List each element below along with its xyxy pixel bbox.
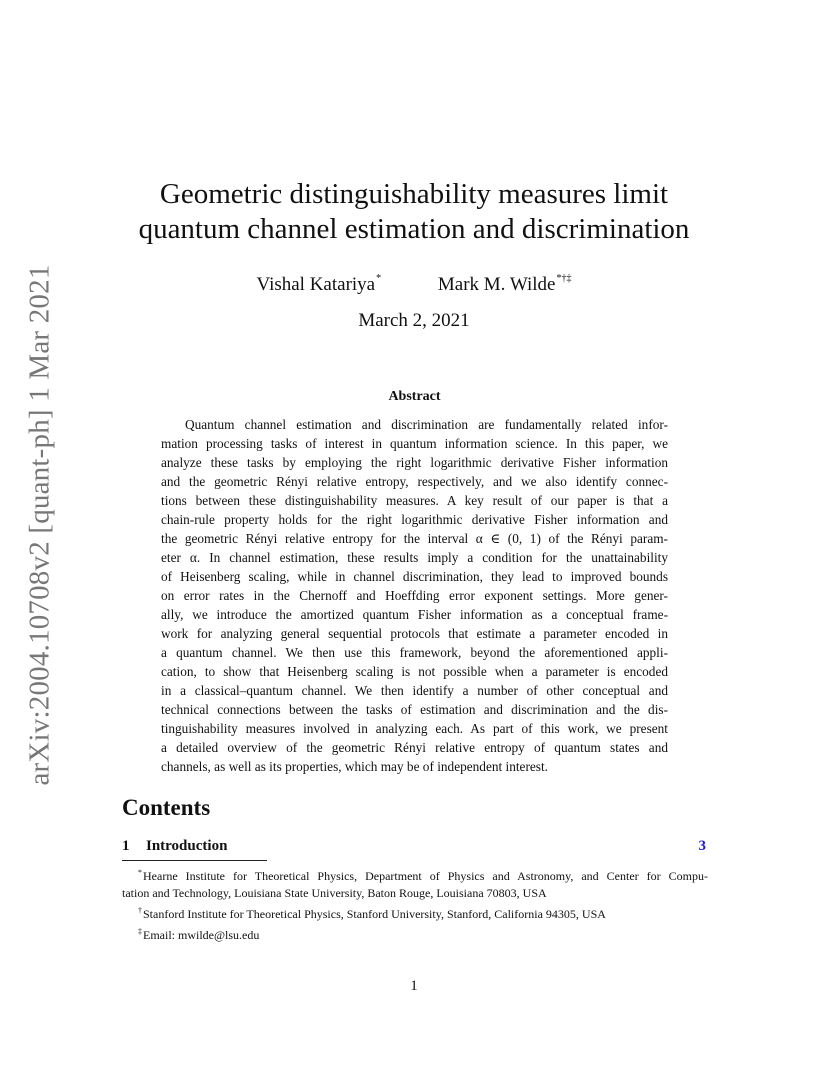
abstract-line: a detailed overview of the geometric Rényi relative entropy of quantum states and — [161, 740, 668, 755]
abstract-line: technical connections between the tasks of estimation and discrimination and the dis- — [161, 702, 668, 717]
abstract-line: the geometric Rényi relative entropy for the interval α ∈ (0, 1) of the Rényi param- — [161, 531, 668, 546]
toc-entry — [122, 835, 708, 857]
contents-heading: Contents — [122, 795, 211, 820]
abstract-line: eter α. In channel estimation, these results imply a condition for the unattainability — [161, 550, 668, 565]
abstract-line: mation processing tasks of interest in quantum information science. In this paper, we — [161, 436, 668, 451]
footnote-line — [122, 885, 708, 902]
footnote-divider — [122, 860, 267, 861]
author-name: Mark M. Wilde — [437, 274, 556, 295]
footnote-text: tation and Technology, Louisiana State University, Baton Rouge, Louisiana 70803, USA — [122, 886, 547, 900]
toc-entry-number: 1 — [122, 838, 130, 854]
page-number: 1 — [410, 978, 418, 994]
footnote-mark: * — [138, 868, 142, 877]
abstract-line: channels, as well as its properties, which may be of independent interest. — [161, 759, 548, 774]
paper-title-line: quantum channel estimation and discrimination — [138, 213, 690, 245]
abstract-line: ally, we introduce the amortized quantum Fisher information as a conceptual frame- — [161, 607, 668, 622]
abstract-line: in a classical–quantum channel. We then identify a number of other conceptual and — [161, 683, 668, 698]
toc-entry-page-link[interactable]: 3 — [698, 838, 706, 854]
abstract-line: and the geometric Rényi relative entropy, respectively, and we also identify connec- — [161, 474, 668, 489]
author — [438, 267, 572, 297]
abstract-line: chain-rule property holds for the right logarithmic derivative Fisher information and — [161, 512, 668, 527]
footnote-mark: † — [138, 906, 142, 915]
footnotes — [122, 864, 708, 944]
paper-date: March 2, 2021 — [358, 310, 470, 331]
abstract-body — [161, 415, 668, 776]
footnote-text: Hearne Institute for Theoretical Physics, Department of Physics and Astronomy, and Center for Compu- — [143, 869, 708, 883]
abstract-line: tions between these distinguishability measures. A key result of our paper is that a — [161, 493, 668, 508]
abstract-heading: Abstract — [388, 389, 441, 404]
footnote-text: Stanford Institute for Theoretical Physics, Stanford University, Stanford, California 94305, USA — [143, 907, 606, 921]
footnote-line — [122, 864, 708, 885]
abstract-line: work for analyzing general sequential protocols that estimate a parameter encoded in — [161, 626, 668, 641]
arxiv-identifier-text: arXiv:2004.10708v2 [quant-ph] 1 Mar 2021 — [23, 264, 56, 786]
author-affiliation-marks: * — [376, 273, 382, 284]
footnote-mark: ‡ — [138, 927, 142, 936]
author — [257, 267, 382, 297]
footnote-line — [122, 923, 708, 944]
abstract-line: analyze these tasks by employing the right logarithmic derivative Fisher information — [161, 455, 668, 470]
abstract-line: tinguishability measures involved in analyzing each. As part of this work, we present — [161, 721, 668, 736]
paper-title-line: Geometric distinguishability measures limit — [159, 178, 669, 210]
paper-title — [114, 177, 714, 247]
footnote-line — [122, 902, 708, 923]
abstract-line: Quantum channel estimation and discrimination are fundamentally related infor- — [185, 417, 668, 432]
author-affiliation-marks: *†‡ — [556, 273, 572, 284]
toc-entry-title: Introduction — [146, 838, 228, 854]
abstract-line: of Heisenberg scaling, while in channel discrimination, they lead to improved bounds — [161, 569, 668, 584]
abstract-line: a quantum channel. We then use this framework, beyond the aforementioned appli- — [161, 645, 668, 660]
abstract-line: on error rates in the Chernoff and Hoeffding error exponent settings. More gener- — [161, 588, 668, 603]
arxiv-identifier-sidebar — [23, 264, 56, 786]
author-list — [114, 267, 714, 297]
footnote-text: Email: mwilde@lsu.edu — [143, 928, 260, 942]
author-name: Vishal Katariya — [256, 274, 376, 295]
abstract-line: cation, to show that Heisenberg scaling is not possible when a parameter is encoded — [161, 664, 668, 679]
